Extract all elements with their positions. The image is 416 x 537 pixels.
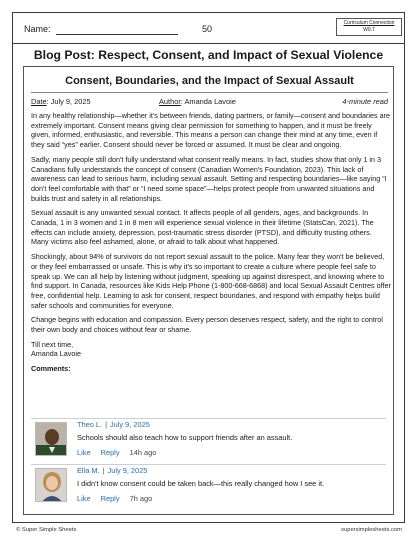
date-label: Date [31,97,47,106]
comment-header: Ella M. | July 9, 2025 [77,466,148,475]
comment-author[interactable]: Ella M. [77,466,100,475]
post-author: Author: Amanda Lavoie [159,97,236,106]
blog-post-card [23,66,394,515]
paragraph: Shockingly, about 94% of survivors do not report sexual assault to the police. Many fear they won't be believed, or they feel embarrassed or unsafe. This is why it's so important to create a culture where people feel safe to speak up. We can all help by listening without judgment, speaking up against disrespect, and knowing where to find support. In Canada, resources like Kids Help Phone (1-800-668-6868) and local Sexual Assault Centres offer free, confidential help. Learning to ask for consent, respect boundaries, and respond with empathy helps build safer schools and communities for everyone. [31,252,391,310]
avatar [35,468,67,502]
title-divider [31,92,388,93]
comments-heading: Comments: [31,364,71,374]
reply-button[interactable]: Reply [100,494,120,503]
comment-date: July 9, 2025 [109,420,150,429]
reply-button[interactable]: Reply [100,448,120,457]
paragraph: Sadly, many people still don't fully understand what consent really means. In fact, studies show that only 1 in 3 Canadians fully understands the concept of consent (Canadian Women's Foundation, 2023). This lack of awareness can lead to serious harm, including sexual assault. Setting and respecting boundaries—like saying “I don't feel comfortable with that” or “I need some space”—helps protect people from unwanted situations and builds trust and safety in all relationships. [31,154,387,203]
curriculum-connection-box [336,18,402,36]
paragraph: Sexual assault is any unwanted sexual contact. It affects people of all genders, ages, and backgrounds. In Canada, 1 in 3 women and 1 in 8 men will experience sexual violence in their lifetime (StatsCan, 2021). The effects can include anxiety, depression, post-traumatic stress disorder (PTSD), and difficulty trusting others. Many victims also feel ashamed, alone, or afraid to talk about what happened. [31,208,374,247]
like-button[interactable]: Like [77,448,91,457]
name-label: Name: [24,24,51,34]
curriculum-code: W9.7 [363,27,375,33]
comment [31,418,386,468]
comment-time: 7h ago [129,494,153,503]
avatar-image [36,469,67,502]
comment-actions [77,494,152,503]
signoff-line: Till next time, [31,339,74,349]
post-title: Consent, Boundaries, and the Impact of Sexual Assault [65,75,354,87]
comment-divider [31,418,386,419]
curriculum-connection-title: Curriculum Connection [343,20,395,26]
comment-author[interactable]: Theo L. [77,420,103,429]
page-title: Blog Post: Respect, Consent, and Impact of Sexual Violence [33,48,384,62]
comment-date: July 9, 2025 [107,466,148,475]
comment-header: Theo L. | July 9, 2025 [77,420,150,429]
paragraph: In any healthy relationship—whether it's between friends, dating partners, or family—consent and boundaries are extremely important. Consent means giving clear permission for something to happen, and it must be freely given, informed, enthusiastic, and reversible. This means a person can change their mind at any time, even if they said “yes” earlier. Consent should never be forced or assumed. It must be clear and ongoing. [31,111,390,150]
comment-text: I didn't know consent could be taken back—this really changed how I see it. [77,479,325,488]
avatar-image [36,423,67,456]
footer-copyright: © Super Simple Sheets [16,527,77,533]
author-value: Amanda Lavoie [184,97,236,106]
comment-text: Schools should also teach how to support friends after an assault. [77,433,293,442]
signoff-author: Amanda Lavoie [31,349,81,359]
date-value: July 9, 2025 [50,97,91,106]
page-number: 50 [202,24,213,34]
avatar [35,422,67,456]
comment-time: 14h ago [129,448,157,457]
signoff [31,340,391,359]
post-date: Date: July 9, 2025 [31,97,91,106]
author-label: Author [159,97,181,106]
comment-actions [77,448,156,457]
read-time: 4-minute read [342,97,388,106]
comment-divider [31,464,386,465]
post-meta [31,97,388,107]
like-button[interactable]: Like [77,494,91,503]
worksheet-header [24,18,395,42]
footer-website: supersimplesheets.com [341,527,402,533]
name-input-line[interactable] [56,34,178,35]
comment [31,464,386,514]
post-body [31,111,391,374]
paragraph: Change begins with education and compassion. Every person deserves respect, safety, and the right to control their own body and choices without fear or shame. [31,315,383,335]
